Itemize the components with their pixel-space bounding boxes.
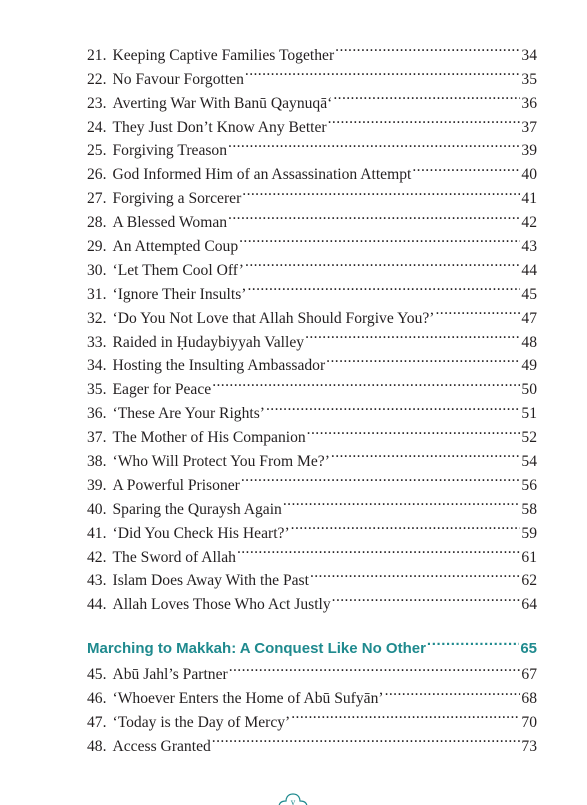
entry-title: Forgiving Treason bbox=[112, 142, 228, 160]
entry-number: 31. bbox=[87, 285, 107, 303]
entry-page-number: 73 bbox=[521, 737, 537, 755]
dot-leader bbox=[332, 585, 521, 609]
entry-title: An Attempted Coup bbox=[112, 238, 239, 256]
entry-title: ‘These Are Your Rights’ bbox=[112, 405, 265, 423]
entry-number: 30. bbox=[87, 261, 107, 279]
entry-number: 21. bbox=[87, 46, 107, 64]
entry-title: Abū Jahl’s Partner bbox=[112, 666, 228, 684]
entry-page-number: 41 bbox=[521, 190, 537, 208]
dot-leader bbox=[212, 727, 521, 751]
entry-number: 37. bbox=[87, 429, 107, 447]
dot-leader bbox=[245, 60, 521, 84]
toc-entries-group-1 bbox=[87, 36, 537, 614]
entry-page-number: 64 bbox=[521, 596, 537, 614]
entry-number: 24. bbox=[87, 118, 107, 136]
entry-number: 48. bbox=[87, 737, 107, 755]
entry-page-number: 35 bbox=[521, 70, 537, 88]
entry-page-number: 43 bbox=[521, 238, 537, 256]
dot-leader bbox=[307, 418, 521, 442]
entry-page-number: 68 bbox=[521, 690, 537, 708]
entry-title: ‘Ignore Their Insults’ bbox=[112, 285, 247, 303]
dot-leader bbox=[212, 370, 520, 394]
entry-page-number: 48 bbox=[521, 333, 537, 351]
entry-title: No Favour Forgotten bbox=[112, 70, 244, 88]
dot-leader bbox=[266, 394, 520, 418]
dot-leader bbox=[385, 679, 521, 703]
entry-number: 22. bbox=[87, 70, 107, 88]
entry-title: A Powerful Prisoner bbox=[112, 476, 240, 494]
dot-leader bbox=[283, 490, 521, 514]
entry-title: ‘Do You Not Love that Allah Should Forgive You?’ bbox=[112, 309, 435, 327]
page-folio bbox=[273, 792, 313, 805]
entry-title: ‘Today is the Day of Mercy’ bbox=[112, 714, 291, 732]
dot-leader bbox=[436, 299, 521, 323]
entry-page-number: 39 bbox=[521, 142, 537, 160]
entry-number: 40. bbox=[87, 500, 107, 518]
entry-number: 26. bbox=[87, 166, 107, 184]
dot-leader bbox=[310, 562, 520, 586]
entry-number: 43. bbox=[87, 572, 107, 590]
toc-entry[interactable] bbox=[87, 36, 537, 64]
entry-page-number: 58 bbox=[521, 500, 537, 518]
entry-number: 29. bbox=[87, 238, 107, 256]
dot-leader bbox=[241, 466, 521, 490]
dot-leader bbox=[229, 655, 521, 679]
entry-title: Hosting the Insulting Ambassador bbox=[112, 357, 326, 375]
entry-page-number: 54 bbox=[521, 453, 537, 471]
entry-title: ‘Let Them Cool Off’ bbox=[112, 261, 245, 279]
toc-section-heading[interactable] bbox=[87, 629, 537, 658]
entry-number: 47. bbox=[87, 714, 107, 732]
entry-number: 38. bbox=[87, 453, 107, 471]
dot-leader bbox=[326, 347, 520, 371]
entry-page-number: 44 bbox=[521, 261, 537, 279]
entry-title: Averting War With Banū Qaynuqā‘ bbox=[112, 94, 333, 112]
dot-leader bbox=[335, 36, 520, 60]
dot-leader bbox=[427, 629, 519, 653]
entry-title: Sparing the Quraysh Again bbox=[112, 500, 282, 518]
entry-page-number: 56 bbox=[521, 476, 537, 494]
entry-page-number: 40 bbox=[521, 166, 537, 184]
entry-number: 42. bbox=[87, 548, 107, 566]
entry-title: God Informed Him of an Assassination Attempt bbox=[112, 166, 412, 184]
entry-number: 39. bbox=[87, 476, 107, 494]
entry-number: 45. bbox=[87, 666, 107, 684]
table-of-contents bbox=[87, 36, 537, 755]
entry-page-number: 50 bbox=[521, 381, 537, 399]
entry-number: 35. bbox=[87, 381, 107, 399]
entry-page-number: 62 bbox=[521, 572, 537, 590]
toc-entries-group-2 bbox=[87, 655, 537, 755]
entry-page-number: 52 bbox=[521, 429, 537, 447]
dot-leader bbox=[333, 84, 520, 108]
entry-title: A Blessed Woman bbox=[112, 214, 228, 232]
dot-leader bbox=[239, 227, 520, 251]
entry-title: They Just Don’t Know Any Better bbox=[112, 118, 327, 136]
entry-number: 41. bbox=[87, 524, 107, 542]
entry-page-number: 42 bbox=[521, 214, 537, 232]
entry-title: Raided in Ḥudaybiyyah Valley bbox=[112, 333, 305, 351]
dot-leader bbox=[291, 514, 521, 538]
entry-page-number: 47 bbox=[521, 309, 537, 327]
section-title: Marching to Makkah: A Conquest Like No Other bbox=[87, 640, 426, 658]
folio-page-label: v bbox=[290, 797, 296, 805]
entry-title: The Sword of Allah bbox=[112, 548, 236, 566]
entry-page-number: 51 bbox=[521, 405, 537, 423]
entry-number: 36. bbox=[87, 405, 107, 423]
entry-number: 44. bbox=[87, 596, 107, 614]
entry-number: 32. bbox=[87, 309, 107, 327]
dot-leader bbox=[228, 203, 520, 227]
entry-number: 23. bbox=[87, 94, 107, 112]
dot-leader bbox=[291, 703, 520, 727]
dot-leader bbox=[247, 275, 520, 299]
entry-page-number: 49 bbox=[521, 357, 537, 375]
entry-page-number: 45 bbox=[521, 285, 537, 303]
section-page-number: 65 bbox=[520, 640, 537, 658]
entry-title: Islam Does Away With the Past bbox=[112, 572, 309, 590]
entry-number: 27. bbox=[87, 190, 107, 208]
entry-title: ‘Whoever Enters the Home of Abū Sufyān’ bbox=[112, 690, 384, 708]
entry-title: ‘Who Will Protect You From Me?’ bbox=[112, 453, 330, 471]
dot-leader bbox=[228, 132, 520, 156]
entry-page-number: 37 bbox=[521, 118, 537, 136]
entry-title: Keeping Captive Families Together bbox=[112, 46, 335, 64]
entry-page-number: 61 bbox=[521, 548, 537, 566]
dot-leader bbox=[305, 323, 520, 347]
entry-number: 34. bbox=[87, 357, 107, 375]
dot-leader bbox=[331, 442, 521, 466]
dot-leader bbox=[328, 108, 521, 132]
entry-title: The Mother of His Companion bbox=[112, 429, 306, 447]
entry-page-number: 34 bbox=[521, 46, 537, 64]
entry-title: Access Granted bbox=[112, 737, 211, 755]
entry-title: ‘Did You Check His Heart?’ bbox=[112, 524, 290, 542]
entry-number: 46. bbox=[87, 690, 107, 708]
entry-number: 33. bbox=[87, 333, 107, 351]
entry-title: Forgiving a Sorcerer bbox=[112, 190, 242, 208]
entry-page-number: 70 bbox=[521, 714, 537, 732]
dot-leader bbox=[237, 538, 520, 562]
entry-number: 28. bbox=[87, 214, 107, 232]
entry-page-number: 36 bbox=[521, 94, 537, 112]
dot-leader bbox=[242, 179, 520, 203]
entry-page-number: 59 bbox=[521, 524, 537, 542]
entry-number: 25. bbox=[87, 142, 107, 160]
dot-leader bbox=[412, 155, 520, 179]
dot-leader bbox=[245, 251, 520, 275]
entry-title: Eager for Peace bbox=[112, 381, 212, 399]
entry-title: Allah Loves Those Who Act Justly bbox=[112, 596, 331, 614]
entry-page-number: 67 bbox=[521, 666, 537, 684]
